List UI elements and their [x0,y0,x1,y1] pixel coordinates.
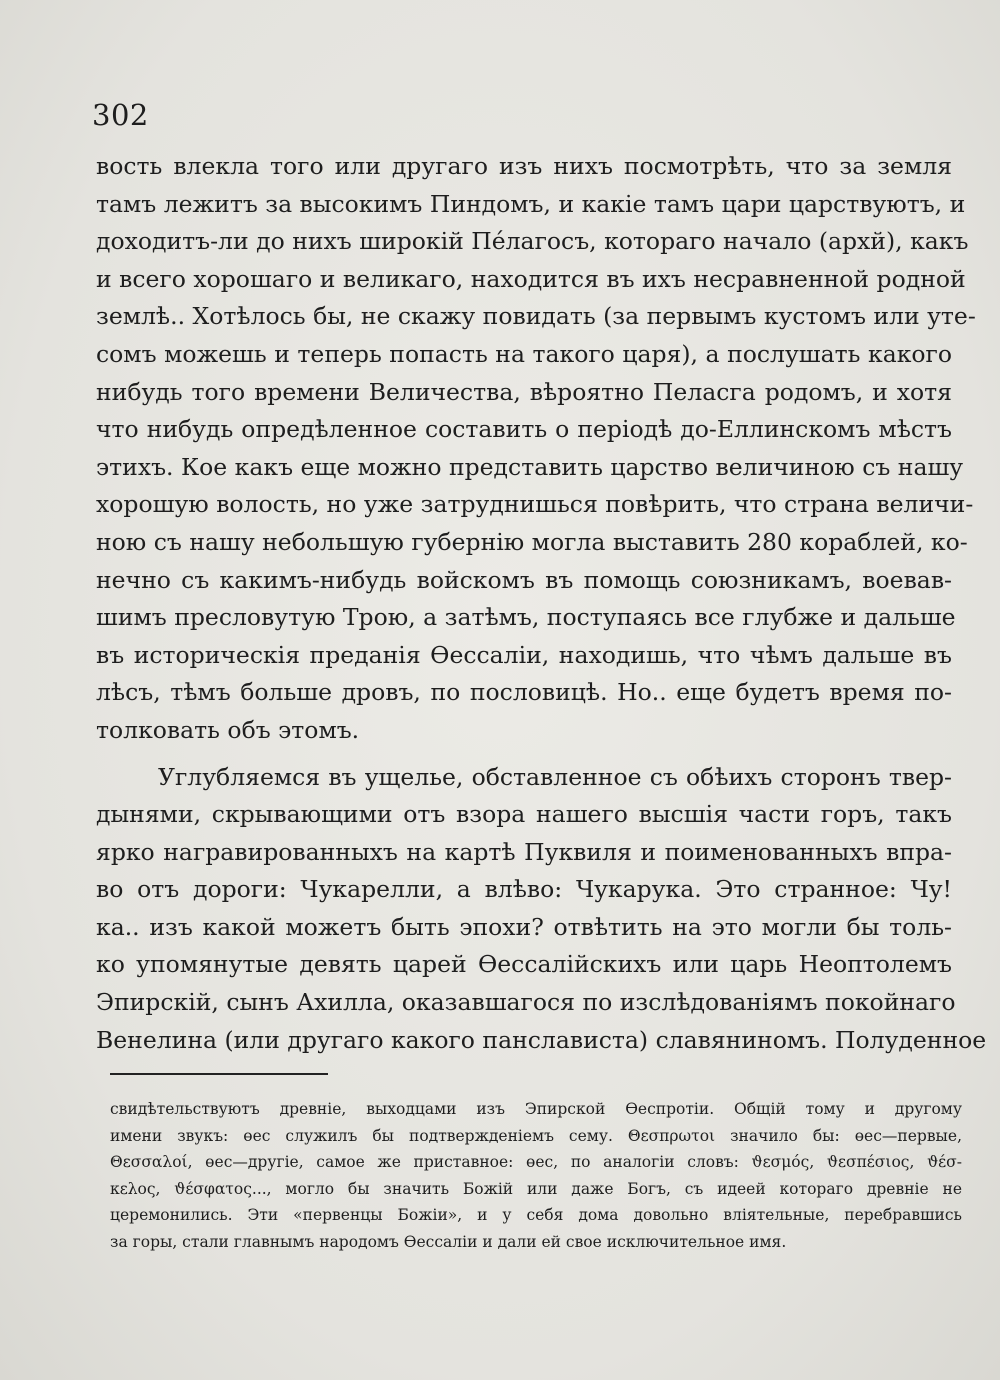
text-line: сомъ можешь и теперь попасть на такого царя), а послушать какого [96,339,952,368]
footnote-text [110,1096,962,1256]
page-number: 302 [92,98,149,132]
text-line: и всего хорошаго и великаго, находится въ ихъ несравненной родной [96,264,966,293]
text-line: ною съ нашу небольшую губернію могла выставить 280 кораблей, ко- [96,527,968,556]
footnote-line: свидѣтельствуютъ древніе, выходцами изъ Эпирской Өеспротіи. Общій тому и другому [110,1100,962,1118]
text-line: шимъ пресловутую Трою, а затѣмъ, поступаясь все глубже и дальше [96,603,956,632]
footnote-line: имени звукъ: өес служилъ бы подтвержденіемъ сему. Θεσπρωτοι значило бы: өес—первые, [110,1126,962,1145]
text-line: ка.. изъ какой можетъ быть эпохи? отвѣтить на это могли бы толь- [96,912,952,941]
footnote-line: κελος, ϑέσφατος..., могло бы значить Божій или даже Богъ, съ идеей котораго древніе не [110,1179,962,1198]
text-line: что нибудь опредѣленное составить о періодѣ до-Еллинскомъ мѣстъ [96,415,952,444]
footnote-line: Θεσσαλοί, өес—другіе, самое же приставное: өес, по аналогіи словъ: ϑεσμός, ϑεσπέσιος, ϑέσ- [110,1153,962,1172]
main-text [96,148,987,1059]
text-line: дынями, скрывающими отъ взора нашего высшія части горъ, такъ [96,800,952,829]
footnote-line: церемонились. Эти «первенцы Божіи», и у себя дома довольно вліятельные, перебравшись [110,1206,962,1225]
text-line: этихъ. Кое какъ еще можно представить царство величиною съ нашу [96,452,964,481]
text-line: тамъ лежитъ за высокимъ Пиндомъ, и какіе тамъ цари царствуютъ, и [96,189,966,218]
text-line: въ историческія преданія Өессаліи, находишь, что чѣмъ дальше въ [96,640,952,669]
text-line: землѣ.. Хотѣлось бы, не скажу повидать (за первымъ кустомъ или уте- [96,302,976,331]
text-line: ярко награвированныхъ на картѣ Пуквиля и поименованныхъ впра- [96,837,952,866]
text-line: Углубляемся въ ущелье, обставленное съ обѣихъ сторонъ твер- [158,762,952,791]
text-line: во отъ дороги: Чукарелли, а влѣво: Чукарука. Это странное: Чу! [96,875,952,904]
footnote-divider [110,1073,328,1075]
text-line: нибудь того времени Величества, вѣроятно Пеласга родомъ, и хотя [96,377,952,406]
text-line: ко упомянутые девять царей Өессалійскихъ или царь Неоптолемъ [96,950,952,979]
text-line: хорошую волость, но уже затруднишься повѣрить, что страна величи- [96,490,974,519]
footnote-line: за горы, стали главнымъ народомъ Өессаліи и дали ей свое исключительное имя. [110,1232,787,1251]
text-line: нечно съ какимъ-нибудь войскомъ въ помощь союзникамъ, воевав- [96,565,952,594]
text-line: Венелина (или другаго какого панслависта) славяниномъ. Полуденное [96,1025,987,1054]
text-line: Эпирскій, сынъ Ахилла, оказавшагося по изслѣдованіямъ покойнаго [96,988,956,1017]
text-line: лѣсъ, тѣмъ больше дровъ, по пословицѣ. Но.. еще будетъ время по- [96,678,952,707]
text-line: вость влекла того или другаго изъ нихъ посмотрѣть, что за земля [96,152,952,180]
text-line: толковать объ этомъ. [96,715,360,744]
text-line: доходитъ-ли до нихъ широкій Пéлагосъ, котораго начало (архй), какъ [96,227,969,256]
